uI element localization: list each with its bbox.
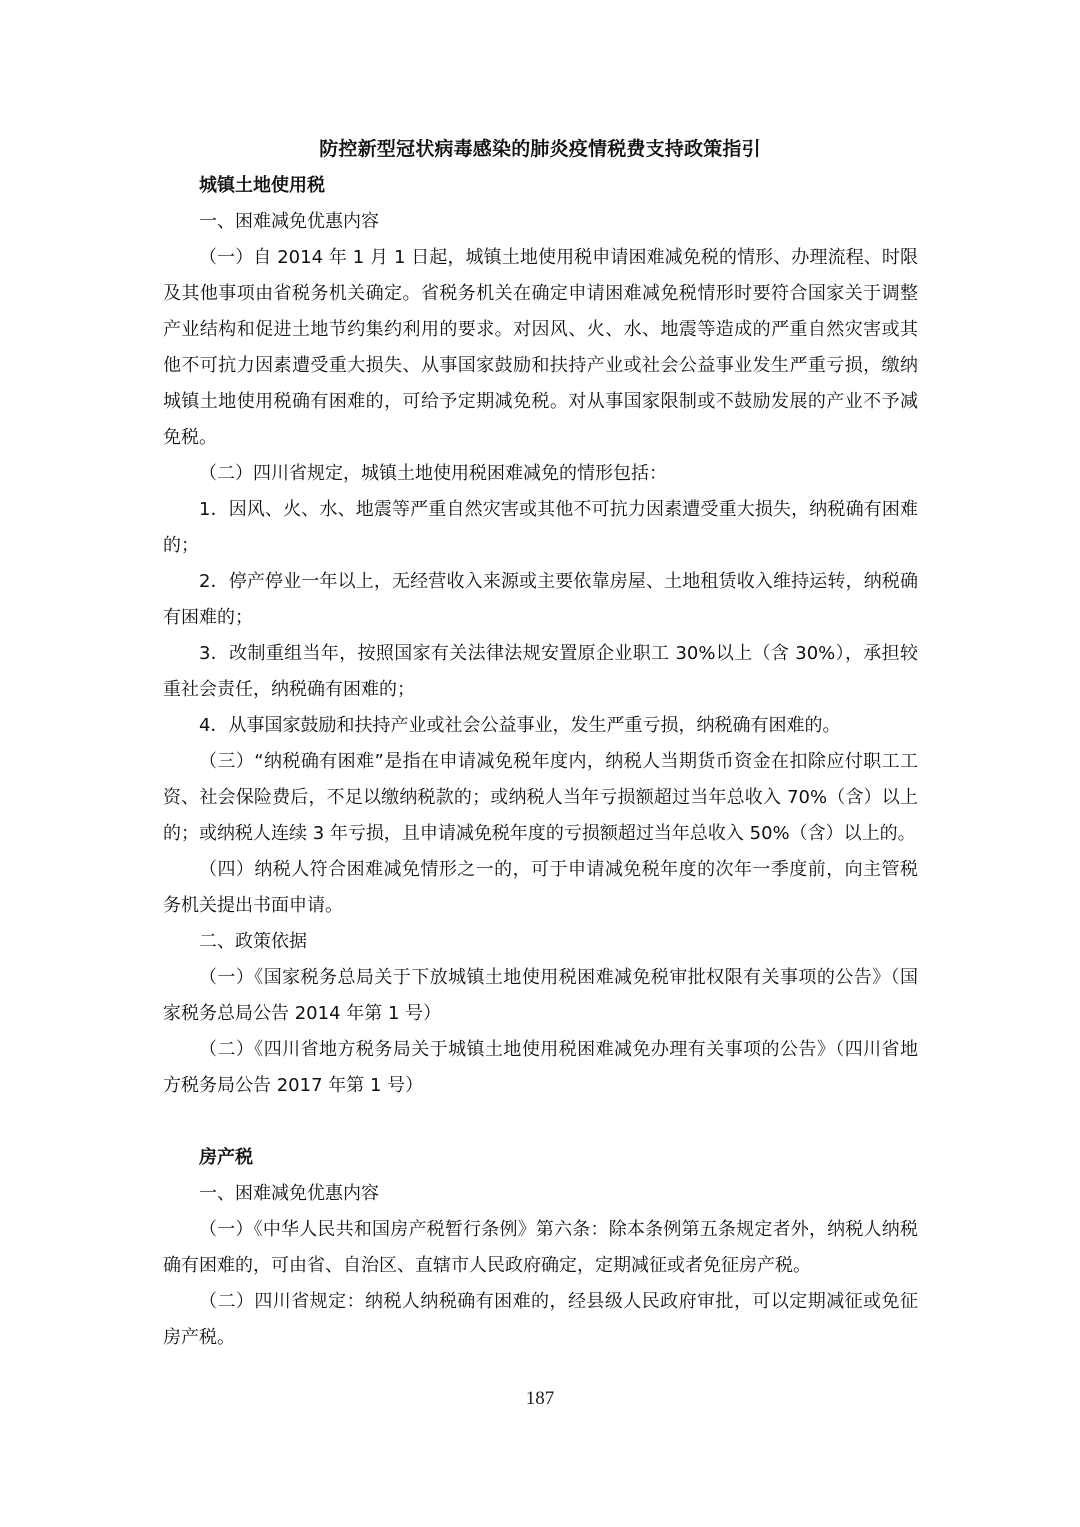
paragraph: （三）“纳税确有困难”是指在申请减免税年度内，纳税人当期货币资金在扣除应付职工工资、社会保险费后，不足以缴纳税款的；或纳税人当年亏损额超过当年总收入 70%（含）以上的；或纳税人连续 3 年亏损，且申请减免税年度的亏损额超过当年总收入 50%（含）以上的。 [163,751,918,844]
paragraph: 一、困难减免优惠内容 [199,211,379,232]
paragraph: 4．从事国家鼓励和扶持产业或社会公益事业，发生严重亏损，纳税确有困难的。 [199,715,841,736]
document-body [163,168,918,1356]
paragraph: 3．改制重组当年，按照国家有关法律法规安置原企业职工 30%以上（含 30%），承担较重社会责任，纳税确有困难的； [163,643,918,700]
paragraph: （四）纳税人符合困难减免情形之一的，可于申请减免税年度的次年一季度前，向主管税务机关提出书面申请。 [163,859,918,916]
paragraph: （二）《四川省地方税务局关于城镇土地使用税困难减免办理有关事项的公告》（四川省地方税务局公告 2017 年第 1 号） [163,1039,918,1096]
paragraph: 1．因风、火、水、地震等严重自然灾害或其他不可抗力因素遭受重大损失，纳税确有困难的； [163,499,918,556]
paragraph: 2．停产停业一年以上，无经营收入来源或主要依靠房屋、土地租赁收入维持运转，纳税确有困难的； [163,571,918,628]
document-title: 防控新型冠状病毒感染的肺炎疫情税费支持政策指引 [319,138,761,160]
section-heading-property-tax: 房产税 [199,1147,253,1168]
page-number: 187 [525,1388,555,1409]
paragraph: （二）四川省规定，城镇土地使用税困难减免的情形包括： [199,463,667,484]
paragraph: （一）自 2014 年 1 月 1 日起，城镇土地使用税申请困难减免税的情形、办理流程、时限及其他事项由省税务机关确定。省税务机关在确定申请困难减免税情形时要符合国家关于调整产业结构和促进土地节约集约利用的要求。对因风、火、水、地震等造成的严重自然灾害或其他不可抗力因素遭受重大损失、从事国家鼓励和扶持产业或社会公益事业发生严重亏损，缴纳城镇土地使用税确有困难的，可给予定期减免税。对从事国家限制或不鼓励发展的产业不予减免税。 [163,247,918,448]
paragraph: （一）《国家税务总局关于下放城镇土地使用税困难减免税审批权限有关事项的公告》（国家税务总局公告 2014 年第 1 号） [163,967,918,1024]
paragraph: （一）《中华人民共和国房产税暂行条例》第六条：除本条例第五条规定者外，纳税人纳税确有困难的，可由省、自治区、直辖市人民政府确定，定期减征或者免征房产税。 [163,1219,918,1276]
paragraph: 二、政策依据 [199,931,307,952]
paragraph: （二）四川省规定：纳税人纳税确有困难的，经县级人民政府审批，可以定期减征或免征房产税。 [163,1291,918,1348]
section-heading-land-use-tax: 城镇土地使用税 [199,175,325,196]
paragraph: 一、困难减免优惠内容 [199,1183,379,1204]
